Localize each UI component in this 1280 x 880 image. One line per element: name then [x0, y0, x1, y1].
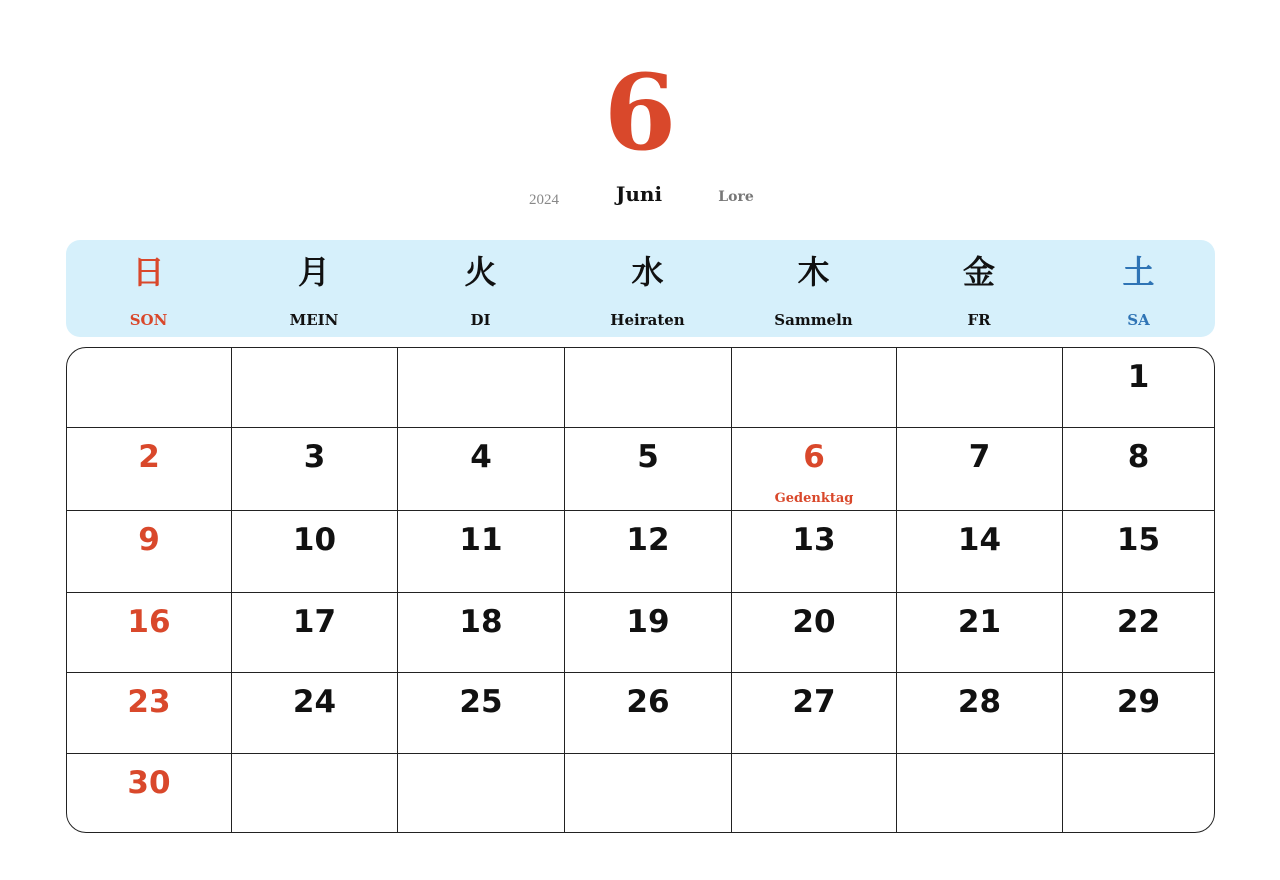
day-cell-18[interactable]: [398, 593, 565, 673]
day-number: 6: [803, 439, 825, 475]
tag-label: Lore: [718, 189, 754, 205]
weekday-label: Heiraten: [610, 311, 685, 329]
month-number: 6: [603, 51, 677, 174]
weekday-label: Sammeln: [774, 311, 853, 329]
weekday-kanji: 火: [464, 253, 497, 291]
day-number: 27: [792, 684, 836, 720]
month-meta-row: [0, 180, 1280, 214]
day-number: 8: [1127, 439, 1150, 475]
calendar-grid: [66, 347, 1215, 833]
day-cell-24[interactable]: [232, 673, 398, 754]
day-cell-16[interactable]: [67, 593, 232, 673]
day-number: 26: [626, 684, 670, 720]
day-number: 21: [957, 604, 1002, 640]
day-cell-7[interactable]: [897, 428, 1063, 511]
day-number: 28: [957, 684, 1002, 720]
day-number: 1: [1127, 359, 1150, 395]
day-cell-29[interactable]: [1063, 673, 1214, 754]
weekday-fr: [896, 240, 1062, 337]
day-cell-8[interactable]: [1063, 428, 1214, 511]
weekday-mein: [231, 240, 397, 337]
year-label: 2024: [529, 192, 559, 208]
day-cell-25[interactable]: [398, 673, 565, 754]
day-number: 22: [1116, 604, 1161, 640]
empty-cell: [732, 754, 897, 832]
day-number: 23: [127, 684, 171, 720]
day-cell-20[interactable]: [732, 593, 897, 673]
day-number: 18: [459, 604, 503, 640]
day-cell-1[interactable]: [1063, 348, 1214, 428]
empty-cell: [897, 754, 1063, 832]
weekday-son: [66, 240, 231, 337]
weekday-label: MEIN: [289, 311, 339, 329]
day-cell-2[interactable]: [67, 428, 232, 511]
weekday-label: SON: [129, 311, 168, 329]
weekday-kanji: 木: [797, 253, 830, 291]
day-cell-5[interactable]: [565, 428, 732, 511]
weekday-kanji: 月: [297, 253, 330, 291]
day-cell-19[interactable]: [565, 593, 732, 673]
weekday-heiraten: [564, 240, 731, 337]
day-number: 14: [957, 522, 1002, 558]
empty-cell: [398, 754, 565, 832]
day-number: 3: [303, 439, 326, 475]
day-number: 7: [968, 439, 991, 475]
day-number: 19: [626, 604, 670, 640]
empty-cell: [232, 348, 398, 428]
weekday-kanji: 水: [631, 253, 664, 291]
day-cell-28[interactable]: [897, 673, 1063, 754]
day-number: 29: [1116, 684, 1161, 720]
day-cell-9[interactable]: [67, 511, 232, 593]
empty-cell: [398, 348, 565, 428]
day-cell-15[interactable]: [1063, 511, 1214, 593]
day-cell-14[interactable]: [897, 511, 1063, 593]
weekday-label: DI: [470, 311, 491, 329]
weekday-label: FR: [967, 311, 991, 329]
day-number: 9: [138, 522, 160, 558]
day-number: 16: [127, 604, 171, 640]
weekday-kanji: 土: [1122, 253, 1155, 291]
month-name: Juni: [615, 182, 663, 206]
weekday-label: SA: [1127, 311, 1150, 329]
day-number: 25: [459, 684, 503, 720]
day-cell-23[interactable]: [67, 673, 232, 754]
empty-cell: [232, 754, 398, 832]
day-cell-26[interactable]: [565, 673, 732, 754]
holiday-note: Gedenktag: [774, 491, 854, 506]
day-number: 13: [792, 522, 836, 558]
day-cell-22[interactable]: [1063, 593, 1214, 673]
weekday-di: [397, 240, 564, 337]
empty-cell: [67, 348, 232, 428]
weekday-header: [66, 240, 1215, 337]
day-cell-4[interactable]: [398, 428, 565, 511]
empty-cell: [897, 348, 1063, 428]
weekday-sa: [1062, 240, 1215, 337]
day-cell-10[interactable]: [232, 511, 398, 593]
day-cell-13[interactable]: [732, 511, 897, 593]
day-number: 20: [792, 604, 836, 640]
day-cell-11[interactable]: [398, 511, 565, 593]
day-number: 10: [292, 522, 337, 558]
empty-cell: [1063, 754, 1214, 832]
day-number: 5: [637, 439, 659, 475]
day-cell-17[interactable]: [232, 593, 398, 673]
day-number: 11: [459, 522, 503, 558]
day-cell-30[interactable]: [67, 754, 232, 832]
weekday-sammeln: [731, 240, 896, 337]
empty-cell: [732, 348, 897, 428]
day-number: 2: [138, 439, 160, 475]
empty-cell: [565, 348, 732, 428]
empty-cell: [565, 754, 732, 832]
day-cell-3[interactable]: [232, 428, 398, 511]
day-cell-6[interactable]: [732, 428, 897, 511]
day-number: 24: [292, 684, 337, 720]
day-number: 30: [127, 765, 171, 801]
day-number: 4: [470, 439, 492, 475]
day-cell-21[interactable]: [897, 593, 1063, 673]
day-cell-27[interactable]: [732, 673, 897, 754]
day-number: 17: [292, 604, 337, 640]
weekday-kanji: 金: [962, 253, 995, 291]
day-number: 12: [626, 522, 670, 558]
weekday-kanji: 日: [132, 253, 165, 291]
day-cell-12[interactable]: [565, 511, 732, 593]
day-number: 15: [1116, 522, 1161, 558]
